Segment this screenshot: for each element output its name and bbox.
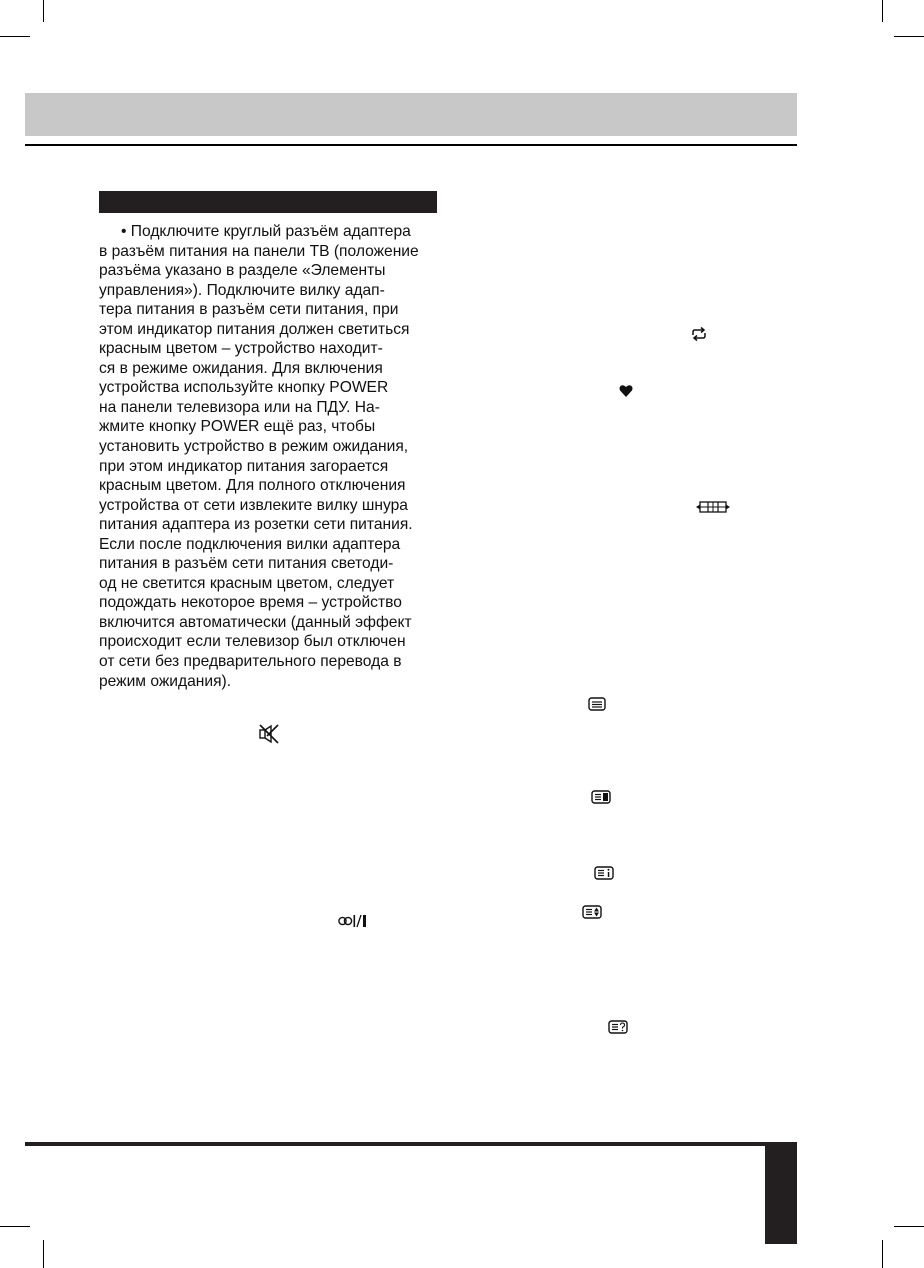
crop-mark <box>894 36 924 37</box>
paragraph-line: устройства используйте кнопку POWER <box>99 379 389 397</box>
footer-rule <box>25 1142 797 1146</box>
page-number-tab <box>765 1142 797 1244</box>
crop-mark <box>882 1240 883 1268</box>
paragraph-line: жмите кнопку POWER ещё раз, чтобы <box>99 418 376 436</box>
mute-icon <box>258 723 280 745</box>
paragraph-line: питания в разъём сети питания светоди- <box>99 555 394 573</box>
crop-mark <box>894 1226 924 1227</box>
mono-stereo-icon <box>338 913 372 929</box>
crop-mark <box>43 1240 44 1268</box>
teletext-reveal-icon <box>608 1020 628 1034</box>
paragraph-line: включится автоматически (данный эффект <box>99 613 412 631</box>
header-rule <box>25 144 797 146</box>
crop-mark <box>0 1226 30 1227</box>
paragraph-line: Если после подключения вилки адаптера <box>99 535 401 553</box>
header-band <box>25 93 797 136</box>
paragraph-line: красным цветом – устройство находит- <box>99 340 383 358</box>
crop-mark <box>882 0 883 22</box>
paragraph-line: этом индикатор питания должен светиться <box>99 320 410 338</box>
paragraph-line: режим ожидания). <box>99 672 232 690</box>
paragraph-line: красным цветом. Для полного отключения <box>99 477 406 495</box>
power-connection-paragraph <box>99 222 444 691</box>
paragraph-line: в разъём питания на панели ТВ (положение <box>99 242 419 260</box>
teletext-index-icon <box>594 866 614 880</box>
favorite-heart-icon <box>619 384 633 398</box>
paragraph-line: установить устройство в режим ожидания, <box>99 438 409 456</box>
paragraph-line: на панели телевизора или на ПДУ. На- <box>99 398 380 416</box>
crop-mark <box>0 36 30 37</box>
paragraph-line: ся в режиме ожидания. Для включения <box>99 359 383 377</box>
paragraph-line: происходит если телевизор был отключен <box>99 633 406 651</box>
crop-mark <box>43 0 44 22</box>
aspect-ratio-icon <box>696 500 730 514</box>
paragraph-line: устройства от сети извлеките вилку шнура <box>99 496 408 514</box>
paragraph-line: питания адаптера из розетки сети питания. <box>99 516 413 534</box>
teletext-icon <box>588 697 606 711</box>
paragraph-line: при этом индикатор питания загорается <box>99 457 389 475</box>
paragraph-line: разъёма указано в разделе «Элементы <box>99 262 386 280</box>
paragraph-line: от сети без предварительного перевода в <box>99 653 402 671</box>
paragraph-line: управления»). Подключите вилку адап- <box>99 281 385 299</box>
paragraph-line: од не светится красным цветом, следует <box>99 574 395 592</box>
paragraph-line: подождать некоторое время – устройство <box>99 594 402 612</box>
paragraph-line: тера питания в разъём сети питания, при <box>99 301 399 319</box>
section-heading-bar <box>99 191 437 213</box>
paragraph-line: • Подключите круглый разъём адаптера <box>121 223 411 240</box>
recall-icon <box>690 326 708 342</box>
teletext-mix-icon <box>591 790 611 804</box>
teletext-size-icon <box>582 905 602 919</box>
